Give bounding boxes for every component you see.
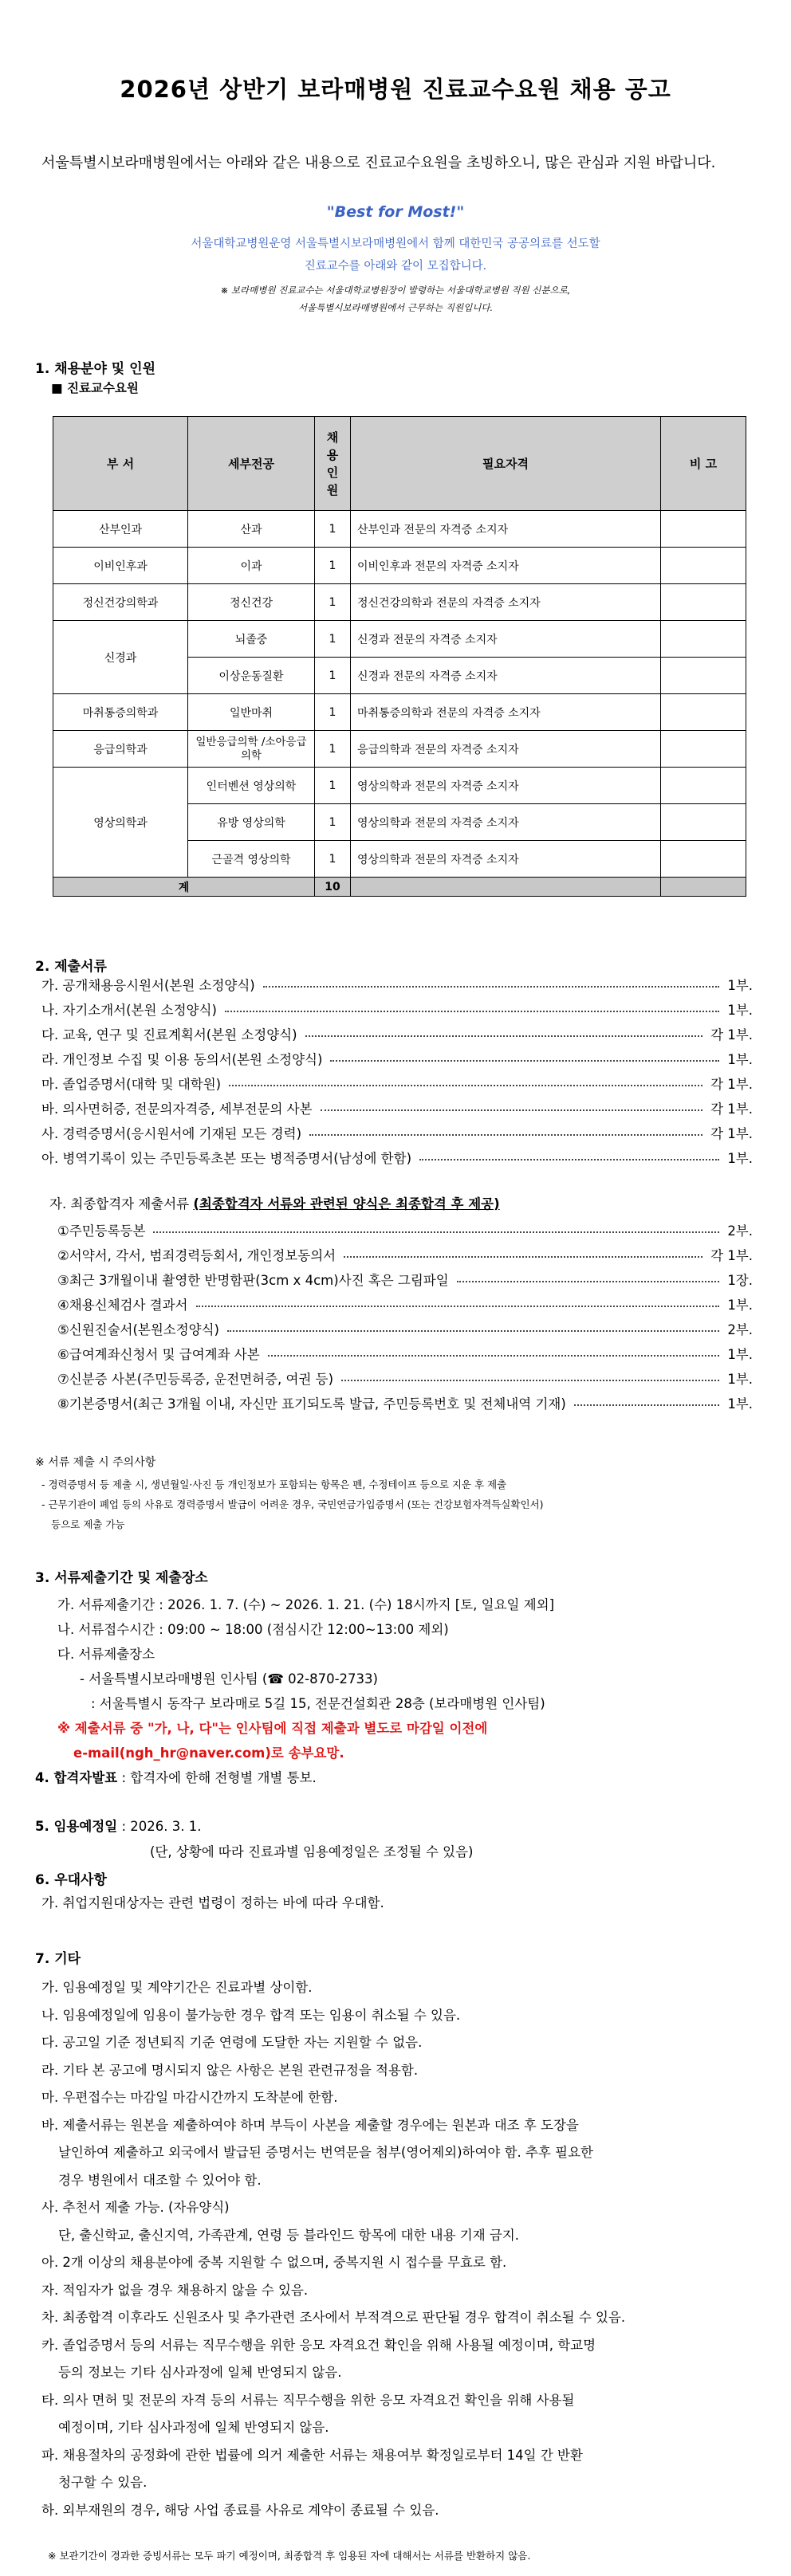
dotted-leader	[229, 1085, 702, 1086]
misc-item: 날인하여 제출하고 외국에서 발급된 증명서는 번역문을 첨부(영어제외)하여야 함. 추후 필요한	[41, 2145, 593, 2160]
misc-item: 하. 외부재원의 경우, 해당 사업 종료를 사유로 계약이 종료될 수 있음.	[41, 2503, 439, 2518]
final-document-item: ⑤신원진술서(본원소정양식)	[57, 1322, 219, 1337]
section-2-heading: 2. 제출서류	[35, 959, 107, 975]
misc-item: 아. 2개 이상의 채용분야에 중복 지원할 수 없으며, 중복지원 시 접수를 무효로 함.	[41, 2255, 507, 2270]
recruit-table	[53, 416, 746, 897]
header-spec: 세부전공	[188, 417, 315, 511]
section-5: 5. 임용예정일 : 2026. 3. 1.	[35, 1819, 202, 1834]
dotted-leader	[196, 1306, 720, 1307]
final-document-item: ⑧기본증명서(최근 3개월 이내, 자신만 표기되도록 발급, 주민등록번호 및 전체내역 기재)	[57, 1396, 566, 1412]
section-4: 4. 합격자발표 : 합격자에 한해 전형별 개별 통보.	[35, 1770, 317, 1785]
document-qty: 각 1부.	[710, 1126, 753, 1141]
dotted-leader	[457, 1281, 720, 1282]
table-header-row	[53, 417, 746, 511]
table-row: 유방 영상의학 1 영상의학과 전문의 자격증 소지자	[53, 804, 746, 841]
table-row: 이비인후과 이과 1 이비인후과 전문의 자격증 소지자	[53, 548, 746, 584]
misc-item: 라. 기타 본 공고에 명시되지 않은 사항은 본원 관련규정을 적용함.	[41, 2063, 419, 2078]
office-address: : 서울특별시 동작구 보라매로 5길 15, 전문건설회관 28층 (보라매병원 인사팀)	[91, 1696, 545, 1711]
table-row: 응급의학과 일반응급의학 /소아응급의학 1 응급의학과 전문의 자격증 소지자	[53, 731, 746, 768]
misc-item: 예정이며, 기타 심사과정에 일체 반영되지 않음.	[41, 2420, 329, 2435]
email-notice-1: ※ 제출서류 중 "가, 나, 다"는 인사팀에 직접 제출과 별도로 마감일 이전에	[57, 1721, 488, 1736]
document-qty: 각 1부.	[710, 1101, 753, 1117]
document-item: 다. 교육, 연구 및 진료계획서(본원 소정양식)	[41, 1027, 297, 1043]
total-count: 10	[315, 878, 351, 897]
document-item: 사. 경력증명서(응시원서에 기재된 모든 경력)	[41, 1126, 302, 1141]
header-count: 채 용 인 원	[315, 417, 351, 511]
blue-line-2: 진료교수를 아래와 같이 모집합니다.	[304, 260, 487, 273]
final-document-item: ②서약서, 각서, 범죄경력등회서, 개인정보동의서	[57, 1248, 336, 1263]
submission-period: 가. 서류제출기간 : 2026. 1. 7. (수) ~ 2026. 1. 21. (수) 18시까지 [토, 일요일 제외]	[57, 1597, 555, 1612]
misc-item: 파. 채용절차의 공정화에 관한 법률에 의거 제출한 서류는 채용여부 확정일로부터 14일 간 반환	[41, 2448, 583, 2463]
final-document-qty: 2부.	[727, 1223, 753, 1239]
document-item: 라. 개인정보 수집 및 이용 동의서(본원 소정양식)	[41, 1052, 323, 1067]
final-document-item: ④채용신체검사 결과서	[57, 1298, 188, 1313]
table-total-row	[53, 878, 746, 897]
office-contact: - 서울특별시보라매병원 인사팀 (☎ 02-870-2733)	[80, 1671, 378, 1687]
footnote: ※ 보관기간이 경과한 증빙서류는 모두 파기 예정이며, 최종합격 후 임용된 자에 대해서는 서류를 반환하지 않음.	[48, 2550, 531, 2562]
misc-item: 바. 제출서류는 원본을 제출하여야 하며 부득이 사본을 제출할 경우에는 원본과 대조 후 도장을	[41, 2118, 579, 2133]
misc-item: 등의 정보는 기타 심사과정에 일체 반영되지 않음.	[41, 2365, 342, 2380]
document-item: 아. 병역기록이 있는 주민등록초본 또는 병적증명서(남성에 한함)	[41, 1151, 412, 1166]
table-row: 영상의학과 인터벤션 영상의학 1 영상의학과 전문의 자격증 소지자	[53, 768, 746, 804]
document-item: 나. 자기소개서(본원 소정양식)	[41, 1003, 217, 1018]
dotted-leader	[574, 1404, 720, 1406]
section-1-heading: 1. 채용분야 및 인원	[35, 361, 155, 377]
misc-item: 단, 출신학교, 출신지역, 가족관계, 연령 등 블라인드 항목에 대한 내용 기재 금지.	[41, 2228, 520, 2243]
header-note: 비 고	[661, 417, 746, 511]
final-intro: 자. 최종합격자 제출서류 (최종합격자 서류와 관련된 양식은 최종합격 후 제공)	[49, 1196, 500, 1211]
table-row: 신경과 뇌졸중 1 신경과 전문의 자격증 소지자	[53, 621, 746, 658]
note-line-1: ※ 보라매병원 진료교수는 서울대학교병원장이 발령하는 서울대학교병원 직원 신분으로,	[220, 285, 571, 296]
table-row: 산부인과 산과 1 산부인과 전문의 자격증 소지자	[53, 511, 746, 548]
submission-place: 다. 서류제출장소	[57, 1647, 155, 1662]
dotted-leader	[305, 1035, 703, 1037]
dotted-leader	[341, 1380, 719, 1381]
final-document-item: ①주민등록등본	[57, 1223, 146, 1239]
submission-hours: 나. 서류접수시간 : 09:00 ~ 18:00 (점심시간 12:00~13:00 제외)	[57, 1622, 449, 1637]
final-document-qty: 2부.	[727, 1322, 753, 1337]
section-3-heading: 3. 서류제출기간 및 제출장소	[35, 1570, 208, 1586]
dotted-leader	[227, 1330, 719, 1332]
header-qual: 필요자격	[351, 417, 661, 511]
final-document-item: ③최근 3개월이내 촬영한 반명함판(3cm x 4cm)사진 혹은 그림파일	[57, 1273, 449, 1288]
section-6-text: 가. 취업지원대상자는 관련 법령이 정하는 바에 따라 우대함.	[41, 1895, 384, 1910]
table-row: 이상운동질환 1 신경과 전문의 자격증 소지자	[53, 658, 746, 694]
dotted-leader	[344, 1256, 702, 1258]
document-qty: 각 1부.	[710, 1027, 753, 1043]
misc-item: 카. 졸업증명서 등의 서류는 직무수행을 위한 응모 자격요건 확인을 위해 사용될 예정이며, 학교명	[41, 2338, 596, 2353]
section-7-heading: 7. 기타	[35, 1951, 81, 1967]
dotted-leader	[419, 1159, 719, 1160]
section-6-heading: 6. 우대사항	[35, 1872, 107, 1888]
final-document-item: ⑥급여계좌신청서 및 급여계좌 사본	[57, 1347, 260, 1362]
document-qty: 1부.	[727, 1052, 753, 1067]
caution-3: 등으로 제출 가능	[51, 1518, 125, 1530]
document-item: 마. 졸업증명서(대학 및 대학원)	[41, 1077, 222, 1092]
intro-text: 서울특별시보라매병원에서는 아래와 같은 내용으로 진료교수요원을 초빙하오니, 많은 관심과 지원 바랍니다.	[41, 155, 716, 171]
dotted-leader	[330, 1060, 719, 1062]
misc-item: 마. 우편접수는 마감일 마감시간까지 도착분에 한함.	[41, 2090, 338, 2105]
table-row: 정신건강의학과 정신건강 1 정신건강의학과 전문의 자격증 소지자	[53, 584, 746, 621]
caution-title: ※ 서류 제출 시 주의사항	[35, 1456, 156, 1469]
section-5-note: (단, 상황에 따라 진료과별 임용예정일은 조정될 수 있음)	[150, 1844, 474, 1859]
document-qty: 각 1부.	[710, 1077, 753, 1092]
misc-item: 경우 병원에서 대조할 수 있어야 함.	[41, 2173, 262, 2188]
final-document-qty: 1부.	[727, 1298, 753, 1313]
document-item: 바. 의사면허증, 전문의자격증, 세부전문의 사본	[41, 1101, 313, 1117]
final-document-qty: 각 1부.	[710, 1248, 753, 1263]
misc-item: 사. 추천서 제출 가능. (자유양식)	[41, 2200, 230, 2215]
final-document-qty: 1부.	[727, 1372, 753, 1387]
final-document-item: ⑦신분증 사본(주민등록증, 운전면허증, 여권 등)	[57, 1372, 334, 1387]
caution-1: - 경력증명서 등 제출 시, 생년월일·사진 등 개인정보가 포함되는 항목은 펜, 수정테이프 등으로 지운 후 제출	[41, 1478, 507, 1490]
note-line-2: 서울특별시보라매병원에서 근무하는 직원입니다.	[297, 302, 494, 313]
document-item: 가. 공개채용응시원서(본원 소정양식)	[41, 978, 255, 993]
misc-item: 타. 의사 면허 및 전문의 자격 등의 서류는 직무수행을 위한 응모 자격요건 확인을 위해 사용될	[41, 2393, 575, 2408]
final-document-qty: 1부.	[727, 1347, 753, 1362]
misc-item: 자. 적임자가 없을 경우 채용하지 않을 수 있음.	[41, 2283, 309, 2298]
document-qty: 1부.	[727, 1003, 753, 1018]
section-1-sub: ■ 진료교수요원	[51, 381, 139, 395]
dotted-leader	[225, 1011, 719, 1012]
document-qty: 1부.	[727, 978, 753, 993]
email-notice-2: e-mail(ngh_hr@naver.com)로 송부요망.	[73, 1745, 344, 1761]
final-document-qty: 1부.	[727, 1396, 753, 1412]
misc-item: 다. 공고일 기준 정년퇴직 기준 연령에 도달한 자는 지원할 수 없음.	[41, 2035, 423, 2050]
misc-item: 가. 임용예정일 및 계약기간은 진료과별 상이함.	[41, 1980, 313, 1995]
dotted-leader	[263, 986, 720, 988]
page-title: 2026년 상반기 보라매병원 진료교수요원 채용 공고	[120, 76, 671, 103]
blue-line-1: 서울대학교병원운영 서울특별시보라매병원에서 함께 대한민국 공공의료를 선도할	[191, 238, 600, 250]
misc-item: 나. 임용예정일에 임용이 불가능한 경우 합격 또는 임용이 취소될 수 있음.	[41, 2008, 461, 2023]
table-row: 마취통증의학과 일반마취 1 마취통증의학과 전문의 자격증 소지자	[53, 694, 746, 731]
table-row: 근골격 영상의학 1 영상의학과 전문의 자격증 소지자	[53, 841, 746, 878]
misc-item: 청구할 수 있음.	[41, 2475, 148, 2490]
dotted-leader	[321, 1109, 703, 1111]
final-document-qty: 1장.	[727, 1273, 753, 1288]
misc-item: 차. 최종합격 이후라도 신원조사 및 추가관련 조사에서 부적격으로 판단될 경우 합격이 취소될 수 있음.	[41, 2310, 626, 2325]
dotted-leader	[309, 1134, 702, 1136]
dotted-leader	[153, 1231, 719, 1233]
document-qty: 1부.	[727, 1151, 753, 1166]
slogan: "Best for Most!"	[326, 203, 465, 221]
total-label: 계	[53, 878, 315, 897]
caution-2: - 근무기관이 폐업 등의 사유로 경력증명서 발급이 어려운 경우, 국민연금가입증명서 (또는 건강보험자격득실확인서)	[41, 1498, 544, 1510]
header-dept: 부 서	[53, 417, 188, 511]
dotted-leader	[268, 1355, 720, 1357]
